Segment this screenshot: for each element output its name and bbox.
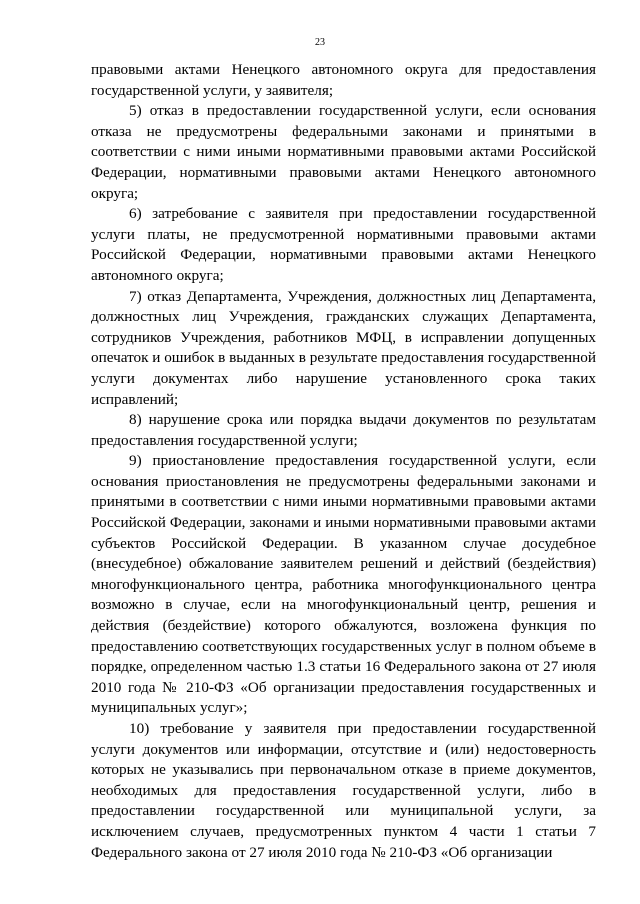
paragraph-item-8: 8) нарушение срока или порядка выдачи документов по результатам предоставления государственной услуги;	[91, 411, 596, 449]
document-body	[91, 60, 596, 863]
paragraph-item-7: 7) отказ Департамента, Учреждения, должностных лиц Департамента, должностных лиц Учреждения, гражданских служащих Департамента, сотрудников Учреждения, работников МФЦ, в исправлении допущенных опечаток и ошибок в выданных в результате предоставления государственной услуги документах либо нарушение установленного срока таких исправлений;	[91, 287, 596, 408]
paragraph-continuation: правовыми актами Ненецкого автономного округа для предоставления государственной услуги, у заявителя;	[91, 61, 596, 99]
paragraph-item-6: 6) затребование с заявителя при предоставлении государственной услуги платы, не предусмотренной нормативными правовыми актами Российской Федерации, нормативными правовыми актами Ненецкого автономного округа;	[91, 205, 596, 284]
paragraph-item-9: 9) приостановление предоставления государственной услуги, если основания приостановления не предусмотрены федеральными законами и принятыми в соответствии с ними иными нормативными правовыми актами Российской Федерации, законами и иными нормативными правовыми актами субъектов Российской Федерации. В указанном случае досудебное (внесудебное) обжалование заявителем решений и действий (бездействия) многофункционального центра, работника многофункционального центра возможно в случае, если на многофункциональный центр, решения и действия (бездействие) которого обжалуются, возложена функция по предоставлению соответствующих государственных услуг в полном объеме в порядке, определенном частью 1.3 статьи 16 Федерального закона от 27 июля 2010 года № 210-ФЗ «Об организации предоставления государственных и муниципальных услуг»;	[91, 452, 596, 717]
paragraph-item-5: 5) отказ в предоставлении государственной услуги, если основания отказа не предусмотрены федеральными законами и принятыми в соответствии с ними иными нормативными правовыми актами Российской Федерации, нормативными правовыми актами Ненецкого автономного округа;	[91, 102, 596, 202]
page-number: 23	[315, 37, 325, 48]
paragraph-item-10: 10) требование у заявителя при предоставлении государственной услуги документов или информации, отсутствие и (или) недостоверность которых не указывались при первоначальном отказе в приеме документов, необходимых для предоставления государственной услуги, либо в предоставлении государственной или муниципальной услуги, за исключением случаев, предусмотренных пунктом 4 части 1 статьи 7 Федерального закона от 27 июля 2010 года № 210-ФЗ «Об организации	[91, 720, 596, 861]
